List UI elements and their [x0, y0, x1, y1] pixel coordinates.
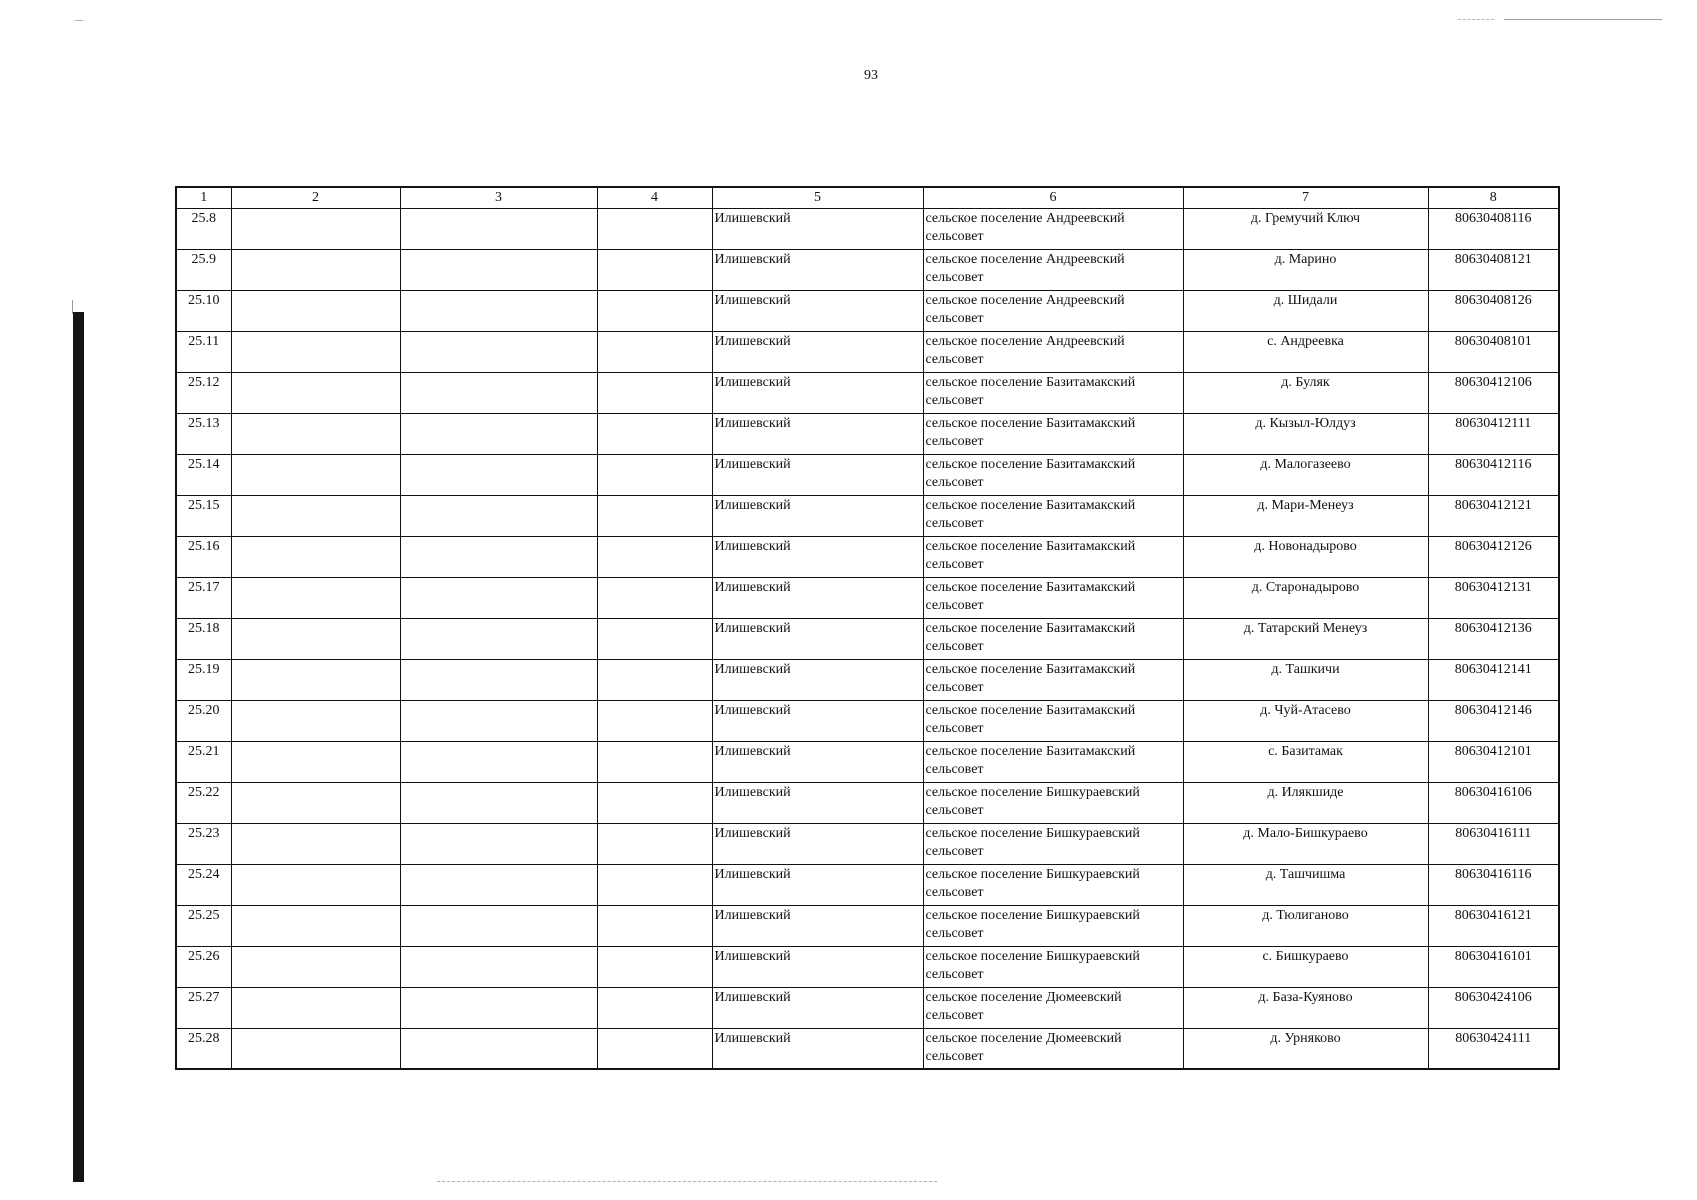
row-number: 25.24 — [176, 864, 231, 905]
table-row — [176, 495, 1559, 536]
row-number: 25.9 — [176, 249, 231, 290]
empty-cell — [231, 782, 400, 823]
row-number: 25.27 — [176, 987, 231, 1028]
municipality-cell — [923, 495, 1183, 536]
municipality-cell — [923, 249, 1183, 290]
settlement-cell: д. Новонадырово — [1183, 536, 1428, 577]
row-number: 25.18 — [176, 618, 231, 659]
table-row — [176, 864, 1559, 905]
page-number: 93 — [864, 68, 878, 83]
row-number: 25.16 — [176, 536, 231, 577]
empty-cell — [597, 618, 712, 659]
code-cell: 80630412111 — [1428, 413, 1559, 454]
empty-cell — [231, 331, 400, 372]
district-cell: Илишевский — [712, 331, 923, 372]
code-cell: 80630412141 — [1428, 659, 1559, 700]
empty-cell — [597, 495, 712, 536]
empty-cell — [400, 413, 597, 454]
settlement-cell: д. Татарский Менеуз — [1183, 618, 1428, 659]
district-cell: Илишевский — [712, 290, 923, 331]
district-cell: Илишевский — [712, 1028, 923, 1069]
district-cell: Илишевский — [712, 454, 923, 495]
municipality-cell — [923, 577, 1183, 618]
column-header-8: 8 — [1428, 187, 1559, 208]
municipality-cell — [923, 208, 1183, 249]
settlement-cell: д. Ташчишма — [1183, 864, 1428, 905]
code-cell: 80630408101 — [1428, 331, 1559, 372]
settlement-cell: с. Андреевка — [1183, 331, 1428, 372]
empty-cell — [231, 454, 400, 495]
settlement-cell: д. Урняково — [1183, 1028, 1428, 1069]
table-row — [176, 823, 1559, 864]
column-header-4: 4 — [597, 187, 712, 208]
empty-cell — [400, 290, 597, 331]
table-row — [176, 946, 1559, 987]
table-row — [176, 331, 1559, 372]
municipality-cell — [923, 1028, 1183, 1069]
district-cell: Илишевский — [712, 987, 923, 1028]
empty-cell — [231, 372, 400, 413]
row-number: 25.12 — [176, 372, 231, 413]
settlement-cell: д. Чуй-Атасево — [1183, 700, 1428, 741]
row-number: 25.14 — [176, 454, 231, 495]
code-cell: 80630416121 — [1428, 905, 1559, 946]
row-number: 25.8 — [176, 208, 231, 249]
empty-cell — [597, 577, 712, 618]
empty-cell — [231, 823, 400, 864]
data-table — [175, 186, 1560, 1070]
empty-cell — [400, 618, 597, 659]
empty-cell — [597, 413, 712, 454]
empty-cell — [597, 249, 712, 290]
empty-cell — [400, 946, 597, 987]
municipality-text: сельское поселение Бишкураевский сельсовет — [925, 907, 1140, 941]
settlement-cell: д. Мари-Менеуз — [1183, 495, 1428, 536]
table-row — [176, 618, 1559, 659]
column-header-5: 5 — [712, 187, 923, 208]
municipality-cell — [923, 290, 1183, 331]
empty-cell — [231, 987, 400, 1028]
row-number: 25.20 — [176, 700, 231, 741]
table-row — [176, 249, 1559, 290]
row-number: 25.21 — [176, 741, 231, 782]
empty-cell — [231, 495, 400, 536]
district-cell: Илишевский — [712, 577, 923, 618]
empty-cell — [231, 618, 400, 659]
row-number: 25.10 — [176, 290, 231, 331]
code-cell: 80630408126 — [1428, 290, 1559, 331]
code-cell: 80630416106 — [1428, 782, 1559, 823]
empty-cell — [231, 700, 400, 741]
column-header-3: 3 — [400, 187, 597, 208]
settlement-cell: д. Шидали — [1183, 290, 1428, 331]
district-cell: Илишевский — [712, 249, 923, 290]
district-cell: Илишевский — [712, 536, 923, 577]
empty-cell — [597, 823, 712, 864]
municipality-cell — [923, 618, 1183, 659]
code-cell: 80630408121 — [1428, 249, 1559, 290]
empty-cell — [400, 782, 597, 823]
table-row — [176, 454, 1559, 495]
municipality-cell — [923, 905, 1183, 946]
table-row — [176, 372, 1559, 413]
municipality-cell — [923, 782, 1183, 823]
municipality-text: сельское поселение Бишкураевский сельсовет — [925, 948, 1140, 982]
settlement-cell: с. Базитамак — [1183, 741, 1428, 782]
empty-cell — [597, 290, 712, 331]
settlement-cell: с. Бишкураево — [1183, 946, 1428, 987]
column-header-7: 7 — [1183, 187, 1428, 208]
empty-cell — [597, 659, 712, 700]
row-number: 25.22 — [176, 782, 231, 823]
municipality-cell — [923, 331, 1183, 372]
municipality-text: сельское поселение Бишкураевский сельсовет — [925, 784, 1140, 818]
empty-cell — [400, 249, 597, 290]
column-header-6: 6 — [923, 187, 1183, 208]
empty-cell — [231, 577, 400, 618]
municipality-text: сельское поселение Базитамакский сельсовет — [925, 456, 1136, 490]
empty-cell — [597, 946, 712, 987]
empty-cell — [597, 782, 712, 823]
municipality-text: сельское поселение Андреевский сельсовет — [925, 333, 1125, 367]
municipality-text: сельское поселение Андреевский сельсовет — [925, 210, 1125, 244]
municipality-text: сельское поселение Базитамакский сельсовет — [925, 620, 1136, 654]
settlement-cell: д. Старонадырово — [1183, 577, 1428, 618]
code-cell: 80630412136 — [1428, 618, 1559, 659]
table-row — [176, 782, 1559, 823]
scan-artifact-dash — [1458, 19, 1494, 20]
district-cell: Илишевский — [712, 823, 923, 864]
empty-cell — [231, 290, 400, 331]
municipality-cell — [923, 946, 1183, 987]
empty-cell — [231, 208, 400, 249]
code-cell: 80630412106 — [1428, 372, 1559, 413]
district-cell: Илишевский — [712, 905, 923, 946]
settlement-cell: д. Ташкичи — [1183, 659, 1428, 700]
municipality-text: сельское поселение Базитамакский сельсовет — [925, 374, 1136, 408]
district-cell: Илишевский — [712, 946, 923, 987]
empty-cell — [597, 741, 712, 782]
table-row — [176, 577, 1559, 618]
empty-cell — [400, 536, 597, 577]
municipality-cell — [923, 454, 1183, 495]
row-number: 25.17 — [176, 577, 231, 618]
table-row — [176, 413, 1559, 454]
empty-cell — [231, 659, 400, 700]
table-row — [176, 700, 1559, 741]
municipality-text: сельское поселение Базитамакский сельсовет — [925, 743, 1136, 777]
empty-cell — [231, 864, 400, 905]
code-cell: 80630408116 — [1428, 208, 1559, 249]
empty-cell — [231, 249, 400, 290]
code-cell: 80630416111 — [1428, 823, 1559, 864]
scan-artifact-edge-bar — [73, 312, 84, 1182]
table-row — [176, 905, 1559, 946]
column-header-1: 1 — [176, 187, 231, 208]
table-row — [176, 208, 1559, 249]
row-number: 25.15 — [176, 495, 231, 536]
district-cell: Илишевский — [712, 864, 923, 905]
empty-cell — [400, 905, 597, 946]
empty-cell — [400, 454, 597, 495]
empty-cell — [597, 331, 712, 372]
empty-cell — [597, 864, 712, 905]
row-number: 25.19 — [176, 659, 231, 700]
code-cell: 80630424111 — [1428, 1028, 1559, 1069]
row-number: 25.13 — [176, 413, 231, 454]
empty-cell — [231, 536, 400, 577]
settlement-cell: д. База-Куяново — [1183, 987, 1428, 1028]
municipality-cell — [923, 372, 1183, 413]
code-cell: 80630412116 — [1428, 454, 1559, 495]
code-cell: 80630424106 — [1428, 987, 1559, 1028]
column-header-2: 2 — [231, 187, 400, 208]
scan-artifact-dash — [75, 20, 83, 21]
empty-cell — [597, 905, 712, 946]
municipality-cell — [923, 864, 1183, 905]
district-cell: Илишевский — [712, 659, 923, 700]
municipality-text: сельское поселение Базитамакский сельсовет — [925, 415, 1136, 449]
table-body — [176, 208, 1559, 1069]
scan-artifact-rule — [1504, 19, 1662, 20]
settlement-cell: д. Буляк — [1183, 372, 1428, 413]
municipality-text: сельское поселение Бишкураевский сельсовет — [925, 825, 1140, 859]
district-cell: Илишевский — [712, 413, 923, 454]
municipality-text: сельское поселение Базитамакский сельсовет — [925, 661, 1136, 695]
municipality-text: сельское поселение Дюмеевский сельсовет — [925, 989, 1122, 1023]
settlement-cell: д. Малогазеево — [1183, 454, 1428, 495]
municipality-text: сельское поселение Дюмеевский сельсовет — [925, 1030, 1122, 1064]
row-number: 25.23 — [176, 823, 231, 864]
municipality-cell — [923, 536, 1183, 577]
code-cell: 80630416116 — [1428, 864, 1559, 905]
municipality-text: сельское поселение Базитамакский сельсовет — [925, 497, 1136, 531]
code-cell: 80630412121 — [1428, 495, 1559, 536]
empty-cell — [231, 946, 400, 987]
empty-cell — [400, 331, 597, 372]
table-row — [176, 1028, 1559, 1069]
table-header — [176, 187, 1559, 208]
municipality-cell — [923, 823, 1183, 864]
district-cell: Илишевский — [712, 495, 923, 536]
row-number: 25.25 — [176, 905, 231, 946]
settlement-cell: д. Тюлиганово — [1183, 905, 1428, 946]
empty-cell — [231, 905, 400, 946]
table-row — [176, 659, 1559, 700]
empty-cell — [400, 577, 597, 618]
district-cell: Илишевский — [712, 741, 923, 782]
empty-cell — [597, 536, 712, 577]
empty-cell — [400, 208, 597, 249]
empty-cell — [400, 741, 597, 782]
settlement-cell: д. Марино — [1183, 249, 1428, 290]
table-row — [176, 290, 1559, 331]
district-cell: Илишевский — [712, 700, 923, 741]
empty-cell — [400, 700, 597, 741]
empty-cell — [400, 987, 597, 1028]
empty-cell — [597, 987, 712, 1028]
empty-cell — [231, 413, 400, 454]
municipality-cell — [923, 741, 1183, 782]
empty-cell — [400, 495, 597, 536]
empty-cell — [597, 208, 712, 249]
municipality-text: сельское поселение Базитамакский сельсовет — [925, 538, 1136, 572]
empty-cell — [400, 823, 597, 864]
district-cell: Илишевский — [712, 208, 923, 249]
settlement-cell: д. Мало-Бишкураево — [1183, 823, 1428, 864]
empty-cell — [231, 1028, 400, 1069]
municipality-text: сельское поселение Андреевский сельсовет — [925, 292, 1125, 326]
empty-cell — [400, 1028, 597, 1069]
empty-cell — [597, 372, 712, 413]
municipality-text: сельское поселение Андреевский сельсовет — [925, 251, 1125, 285]
municipality-text: сельское поселение Базитамакский сельсовет — [925, 702, 1136, 736]
empty-cell — [231, 741, 400, 782]
municipality-cell — [923, 700, 1183, 741]
code-cell: 80630412131 — [1428, 577, 1559, 618]
empty-cell — [400, 864, 597, 905]
code-cell: 80630412126 — [1428, 536, 1559, 577]
district-cell: Илишевский — [712, 782, 923, 823]
municipality-cell — [923, 987, 1183, 1028]
row-number: 25.26 — [176, 946, 231, 987]
district-cell: Илишевский — [712, 618, 923, 659]
code-cell: 80630412146 — [1428, 700, 1559, 741]
code-cell: 80630416101 — [1428, 946, 1559, 987]
municipality-text: сельское поселение Бишкураевский сельсовет — [925, 866, 1140, 900]
empty-cell — [597, 1028, 712, 1069]
code-cell: 80630412101 — [1428, 741, 1559, 782]
row-number: 25.11 — [176, 331, 231, 372]
municipality-cell — [923, 659, 1183, 700]
empty-cell — [597, 454, 712, 495]
scan-artifact-dash — [437, 1181, 937, 1182]
table-row — [176, 536, 1559, 577]
table-row — [176, 741, 1559, 782]
empty-cell — [597, 700, 712, 741]
table-row — [176, 987, 1559, 1028]
empty-cell — [400, 659, 597, 700]
municipality-text: сельское поселение Базитамакский сельсовет — [925, 579, 1136, 613]
district-cell: Илишевский — [712, 372, 923, 413]
row-number: 25.28 — [176, 1028, 231, 1069]
municipality-cell — [923, 413, 1183, 454]
empty-cell — [400, 372, 597, 413]
header-row — [176, 187, 1559, 208]
settlement-cell: д. Кызыл-Юлдуз — [1183, 413, 1428, 454]
settlement-cell: д. Илякшиде — [1183, 782, 1428, 823]
settlement-cell: д. Гремучий Ключ — [1183, 208, 1428, 249]
